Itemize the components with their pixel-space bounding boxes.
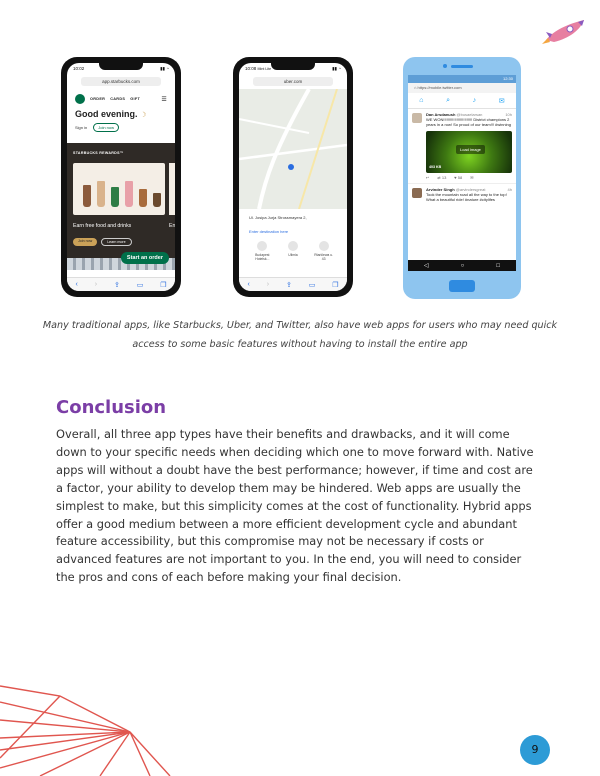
start-order-button: Start an order [121, 252, 169, 264]
home-icon: ⌂ [414, 85, 417, 90]
section-heading: Conclusion [56, 397, 167, 418]
url-bar: uber.com [253, 77, 333, 86]
rewards-label: STARBUCKS REWARDS™ [73, 151, 124, 155]
tweet: Arvinder Singh @arvindersgreat 4h Took the mountain road all the way to the top! What a beautiful ride! #nature #citylifes [408, 183, 516, 206]
retweet-icon: ⇄ [437, 174, 441, 180]
tweet: Dan Arsdanush @busaelarsan 10h WE WON!!!!!!!!!!!!!!!!!!!!!!!!!! District champions 2 years in a row! So proud of our team!!! #winning Load image 403 KB ↩ ⇄ 13 ♥ 58 ✉ [408, 109, 516, 183]
rocket-illustration [540, 16, 588, 46]
bookmarks-icon: ▭ [308, 281, 316, 289]
clock-icon [257, 241, 267, 251]
rewards-buttons [73, 238, 132, 246]
starbucks-nav [75, 93, 167, 105]
messages-icon: ✉ [498, 97, 505, 105]
figure-caption: Many traditional apps, like Starbucks, Uber, and Twitter, also have web apps for users who may need quick access to some basic features without having to install the entire app [42, 320, 558, 350]
moon-icon: ☽ [140, 112, 147, 119]
greeting: Good evening. ☽ [75, 109, 147, 119]
twitter-screen [408, 75, 516, 271]
pickup-address: Ul. Josipa Jurja Strossmayera 2, [249, 215, 307, 220]
tweet-actions: ↩ ⇄ 13 ♥ 58 ✉ [426, 174, 474, 180]
nav-order: ORDER [90, 97, 106, 101]
clock-icon [288, 241, 298, 251]
map-view [239, 89, 347, 209]
load-image-button: Load image [456, 145, 485, 154]
home-icon: ⌂ [419, 97, 424, 104]
drinks-card [73, 163, 165, 215]
body-paragraph: Overall, all three app types have their benefits and drawbacks, and it will come down to your specific needs when deciding which one to move forward with. Native apps will without a doubt have the best performance; however, if time and cost are a factor, your ability to develop them may be hindered. Web apps are usually the simplest to make, but this simplicity comes at the cost of functionality. Hybrid apps offer a good medium between a more efficient development cycle and abundant feature accessibility, but this compromise may not be necessary if costs or advanced features are not important to you. In the end, you will need to consider the pros and cons of each before making your final decision. [56, 427, 534, 585]
nav-gift: GIFT [130, 97, 141, 101]
tabs-icon: ❐ [160, 281, 167, 289]
search-icon: ⌕ [446, 96, 451, 104]
camera-dot [443, 64, 447, 68]
forward-icon: › [94, 281, 98, 288]
forward-icon: › [266, 281, 270, 288]
signal-icon: ▮▮ ◔ [332, 66, 341, 71]
earn-text: Earn free food and drinks En [73, 223, 175, 229]
learn-more-button: Learn more [101, 238, 131, 246]
notifications-icon: ♪ [472, 97, 477, 104]
map-roads [239, 89, 347, 209]
share-icon: ✉ [470, 174, 474, 180]
android-nav-bar [408, 260, 516, 271]
starbucks-logo [75, 94, 85, 104]
bookmarks-icon: ▭ [136, 281, 144, 289]
browser-toolbar [239, 277, 347, 291]
saved-places [247, 241, 339, 261]
twitter-phone [403, 57, 521, 299]
join-now-button: Join now [73, 238, 97, 246]
phone-notch [271, 62, 315, 70]
url-bar: app.starbucks.com [81, 77, 161, 86]
phone-notch [99, 62, 143, 70]
image-size: 403 KB [429, 165, 442, 170]
rewards-section [67, 143, 175, 258]
browser-toolbar [67, 277, 175, 291]
saved-place: Rtaričewa u. 43 [313, 241, 335, 261]
url-bar: ⌂ https://mobile.twitter.com [408, 83, 516, 93]
back-icon: ‹ [75, 281, 78, 288]
share-icon: ⇪ [285, 281, 292, 289]
signal-icon: ▮▮ ◔ [160, 66, 169, 71]
sign-in-row [75, 123, 119, 132]
tweet-text: WE WON!!!!!!!!!!!!!!!!!!!!!!!!!! District champions 2 years in a row! So proud of our team!!! #winning [426, 117, 511, 128]
back-icon: ‹ [247, 281, 250, 288]
back-icon: ◁ [424, 263, 429, 269]
uber-phone [233, 57, 353, 297]
home-button [449, 280, 475, 292]
status-bar: 12:30 [408, 75, 516, 83]
menu-icon: ☰ [161, 96, 167, 103]
decorative-lines [0, 668, 190, 776]
tweet-image [426, 131, 512, 173]
sign-in-link: Sign in [75, 125, 88, 130]
avatar [412, 113, 422, 123]
reply-icon: ↩ [426, 174, 430, 180]
starbucks-screen [67, 63, 175, 291]
clock-icon [319, 241, 329, 251]
uber-screen [239, 63, 347, 291]
status-bar: 10:08 Mint Lite ▮▮ ◔ [245, 66, 341, 71]
saved-place: Budapest Hotelsk... [251, 241, 273, 261]
page-number: 9 [520, 735, 550, 765]
tweet-text: Took the mountain road all the way to the top! What a beautiful ride! #nature #citylifes [426, 192, 507, 203]
saved-place: Ulimia [282, 241, 304, 261]
twitter-tabs [408, 93, 516, 109]
tabs-icon: ❐ [332, 281, 339, 289]
speaker-slot [451, 65, 473, 68]
avatar [412, 188, 422, 198]
share-icon: ⇪ [113, 281, 120, 289]
nav-cards: CARDS [110, 97, 126, 101]
destination-input: Enter destination here [249, 229, 289, 234]
status-time: 10:08 [245, 66, 257, 71]
recents-icon: □ [496, 262, 500, 269]
status-time: 10:02 [73, 66, 85, 71]
next-card-edge [169, 163, 175, 215]
starbucks-phone [61, 57, 181, 297]
heart-icon: ♥ [454, 174, 457, 180]
home-circle-icon: ○ [460, 262, 465, 269]
join-now-link: Join now [93, 123, 119, 132]
